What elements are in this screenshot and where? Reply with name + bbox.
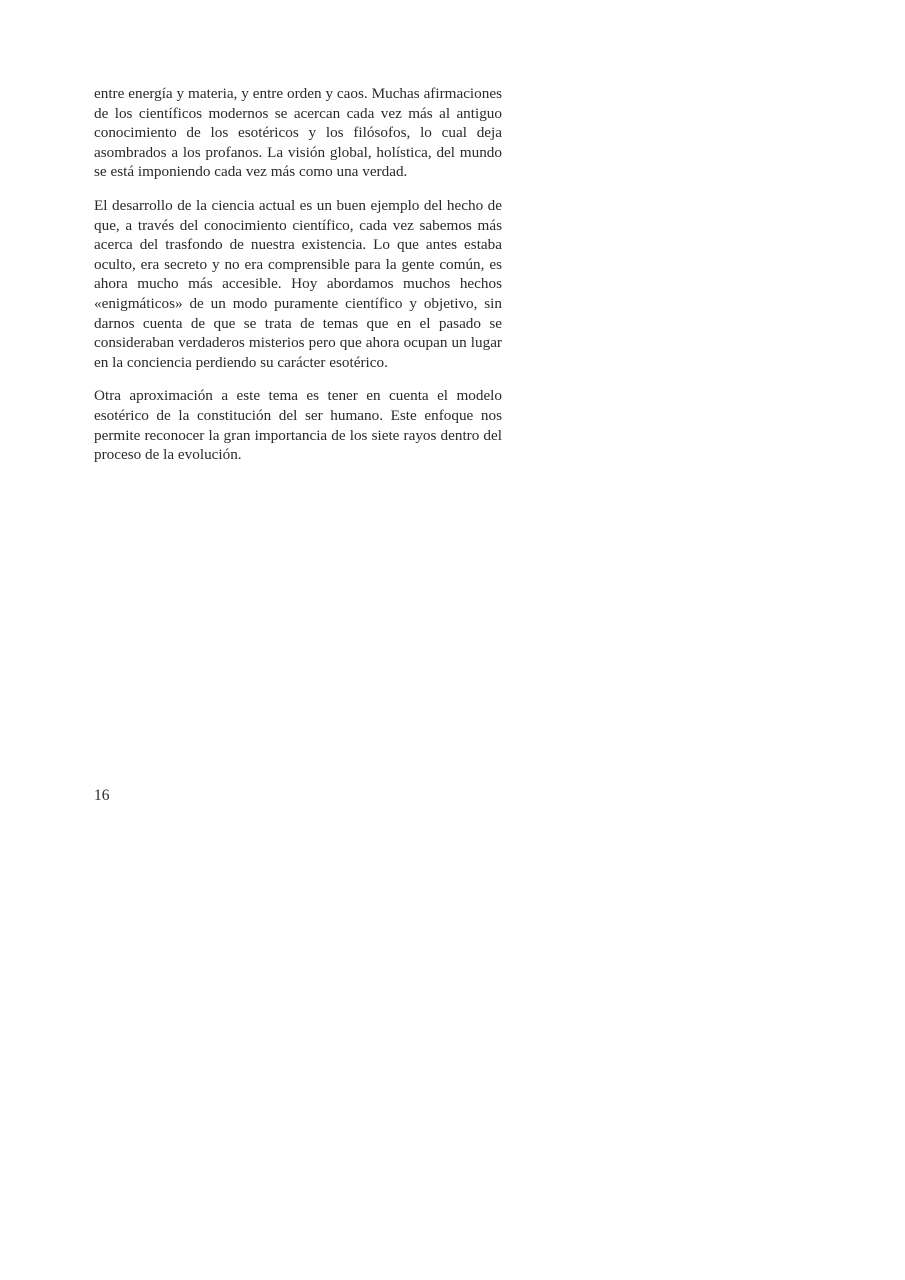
page-number: 16	[94, 787, 110, 804]
paragraph-2: El desarrollo de la ciencia actual es un buen ejemplo del hecho de que, a través del conocimiento científico, cada vez sabemos más acerca del trasfondo de nuestra existencia. Lo que antes estaba oculto, era secreto y no era comprensible para la gente común, es ahora mucho más accesible. Hoy abordamos muchos hechos «enigmáticos» de un modo puramente científico y objetivo, sin darnos cuenta de que se trata de temas que en el pasado se consideraban verdaderos misterios pero que ahora ocupan un lugar en la conciencia perdiendo su carácter esotérico.	[94, 196, 502, 371]
paragraph-1: entre energía y materia, y entre orden y caos. Muchas afirmaciones de los científicos modernos se acercan cada vez más al antiguo conocimiento de los esotéricos y los filósofos, lo cual deja asombrados a los profanos. La visión global, holística, del mundo se está imponiendo cada vez más como una verdad.	[94, 85, 502, 181]
body-text	[94, 84, 502, 479]
paragraph-3: Otra aproximación a este tema es tener en cuenta el modelo esotérico de la constitución del ser humano. Este enfoque nos permite reconocer la gran importancia de los siete rayos dentro del proceso de la evolución.	[94, 387, 502, 464]
